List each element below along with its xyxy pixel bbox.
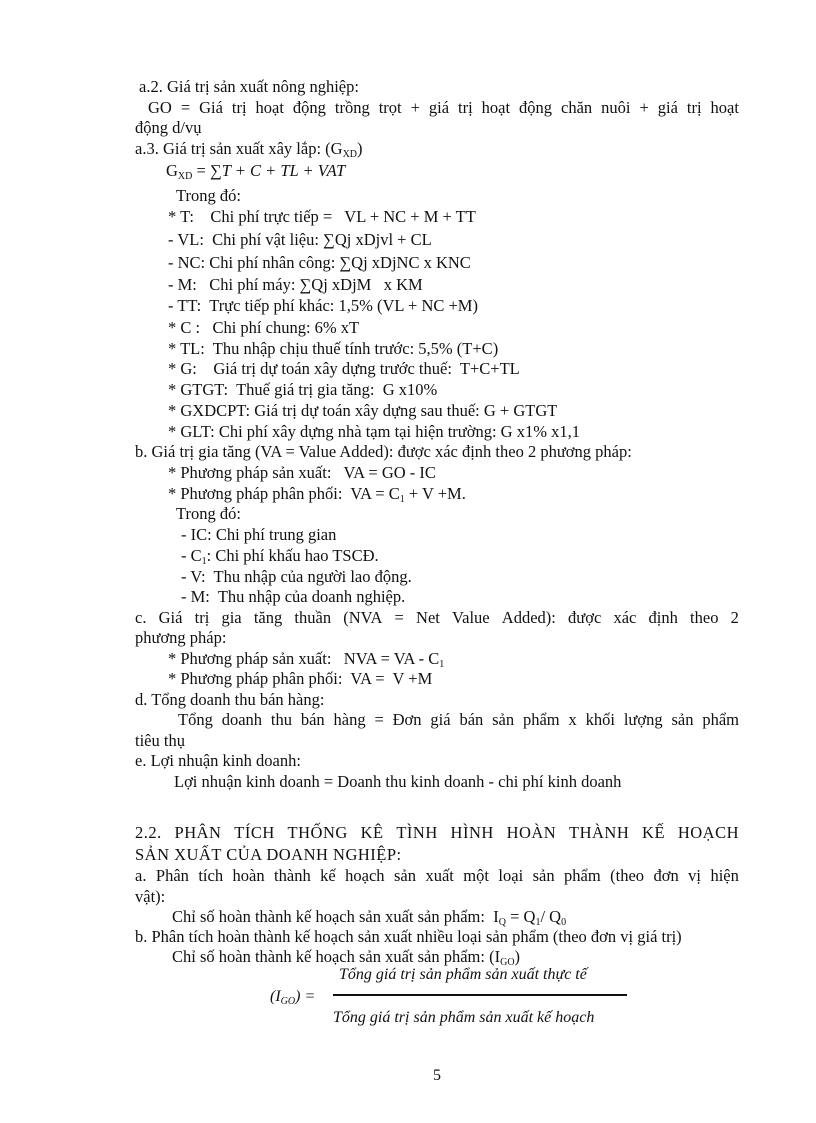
word: 2.2. xyxy=(135,823,162,842)
word: hoạt xyxy=(255,98,284,117)
word: kế xyxy=(320,866,336,885)
page-number: 5 xyxy=(433,1067,441,1084)
section-e-formula: Lợi nhuận kinh doanh = Doanh thu kinh doanh - chi phí kinh doanh xyxy=(174,772,622,791)
section-a3-where-label: Trong đó: xyxy=(176,186,241,205)
section-22-title-line1 xyxy=(135,823,739,843)
a3-item-gtgt: * GTGT: Thuế giá trị gia tăng: G x10% xyxy=(168,380,438,399)
word: TÍCH xyxy=(234,823,275,842)
word: hoạt xyxy=(710,98,739,117)
word: x xyxy=(568,710,577,729)
section-22-a-line2: vật): xyxy=(135,887,166,906)
word: Đơn xyxy=(392,710,422,729)
a3-item-nc: - NC: Chi phí nhân công: ∑Qj xDjNC x KNC xyxy=(168,253,471,272)
word: động xyxy=(519,98,553,117)
word: THỐNG xyxy=(287,823,348,842)
section-a2-formula-line1 xyxy=(148,98,739,118)
word: tăng xyxy=(253,608,283,627)
word: xác xyxy=(613,608,637,627)
word: (theo xyxy=(610,866,645,885)
word: Giá xyxy=(199,98,223,117)
word: thành xyxy=(274,866,311,885)
a3-item-m: - M: Chi phí máy: ∑Qj xDjM x KM xyxy=(168,275,423,294)
word: THÀNH xyxy=(569,823,630,842)
word: HOẠCH xyxy=(677,823,739,842)
section-b-def-c1: - $C_1$: Chi phí khấu hao TSCĐ. xyxy=(181,546,379,567)
word: KẾ xyxy=(642,823,666,842)
section-b-method2: * Phương pháp phân phối: VA = $C_1 + V +M$. xyxy=(168,484,466,505)
word: + xyxy=(410,98,420,117)
word: Phân xyxy=(155,866,189,885)
word: KÊ xyxy=(360,823,384,842)
word: hoạch xyxy=(345,866,385,885)
section-b-def-ic: - IC: Chi phí trung gian xyxy=(181,525,337,544)
section-c-heading-line2: phương pháp: xyxy=(135,628,227,647)
word: (NVA xyxy=(343,608,383,627)
word: trị xyxy=(194,608,210,627)
word: bán xyxy=(300,710,325,729)
word: lượng xyxy=(623,710,663,729)
word: = xyxy=(374,710,384,729)
word: gia xyxy=(221,608,242,627)
word: hoạt xyxy=(481,98,511,117)
word: = xyxy=(180,98,191,117)
word: giá xyxy=(428,98,450,117)
word: định xyxy=(648,608,678,627)
word: một xyxy=(463,866,489,885)
word: vị xyxy=(688,866,701,885)
section-d-heading: d. Tổng doanh thu bán hàng: xyxy=(135,690,325,709)
word: sản xyxy=(492,710,515,729)
word: Value xyxy=(452,608,490,627)
section-22-a-line1 xyxy=(135,866,739,886)
word: bán xyxy=(459,710,484,729)
word: doanh xyxy=(221,710,263,729)
section-a2-heading: a.2. Giá trị sản xuất nông nghiệp: xyxy=(139,77,359,96)
word: trị xyxy=(231,98,247,117)
word: sản xyxy=(671,710,694,729)
word: giá xyxy=(657,98,678,117)
word: hiện xyxy=(710,866,739,885)
section-d-formula-line1 xyxy=(178,710,739,730)
fraction-denominator: Tổng giá trị sản phẩm sản xuất kế hoạch xyxy=(333,1009,595,1026)
word: trồng xyxy=(334,98,370,117)
word: = xyxy=(394,608,404,627)
fraction-bar xyxy=(333,994,627,996)
word: Giá xyxy=(158,608,183,627)
section-a3-formula: $G_{XD} = \sum T + C$ + TL + VAT xyxy=(166,161,346,182)
word: phẩm xyxy=(702,710,739,729)
section-b-where-label: Trong đó: xyxy=(176,504,241,523)
word: xuất xyxy=(425,866,454,885)
section-e-heading: e. Lợi nhuận kinh doanh: xyxy=(135,751,301,770)
fraction-label: $(I_{GO})$ = xyxy=(270,988,316,1007)
section-b-heading: b. Giá trị gia tăng (VA = Value Added): được xác định theo 2 phương pháp: xyxy=(135,442,632,461)
section-b-def-m: - M: Thu nhập của doanh nghiệp. xyxy=(181,587,406,606)
section-b-method1: * Phương pháp sản xuất: VA = GO - IC xyxy=(168,463,436,482)
word: HOÀN xyxy=(506,823,557,842)
word: phẩm xyxy=(564,866,601,885)
word: hoàn xyxy=(232,866,265,885)
section-22-b-index: Chỉ số hoàn thành kế hoạch sản xuất sản phẩm: $(I_{GO})$ xyxy=(172,947,521,968)
word: 2 xyxy=(730,608,739,627)
a3-item-glt: * GLT: Chi phí xây dựng nhà tạm tại hiện trường: G x1% x1,1 xyxy=(168,422,580,441)
a3-item-t: * T: Chi phí trực tiếp = VL + NC + M + TT xyxy=(168,207,476,226)
section-d-formula-line2: tiêu thụ xyxy=(135,731,185,750)
word: giá xyxy=(430,710,451,729)
word: trọt xyxy=(378,98,402,117)
section-22-b-heading: b. Phân tích hoàn thành kế hoạch sản xuất nhiều loại sản phẩm (theo đơn vị giá trị) xyxy=(135,927,682,946)
word: Tổng xyxy=(178,710,213,729)
section-22-title-line2: SẢN XUẤT CỦA DOANH NGHIỆP: xyxy=(135,845,402,864)
word: nuôi xyxy=(601,98,631,117)
word: GO xyxy=(148,98,172,117)
a3-item-c: * C : Chi phí chung: 6% xT xyxy=(168,318,360,337)
word: PHÂN xyxy=(174,823,222,842)
section-c-method2: * Phương pháp phân phối: VA = V +M xyxy=(168,669,433,688)
word: + xyxy=(639,98,649,117)
word: sản xyxy=(532,866,555,885)
word: TÌNH xyxy=(396,823,438,842)
a3-item-vl: - VL: Chi phí vật liệu: ∑Qj xDjvl + CL xyxy=(168,230,432,249)
word: a. xyxy=(135,866,147,885)
word: c. xyxy=(135,608,147,627)
word: Net xyxy=(416,608,440,627)
section-b-def-v: - V: Thu nhập của người lao động. xyxy=(181,567,412,586)
word: khối xyxy=(585,710,615,729)
a3-item-tl: * TL: Thu nhập chịu thuế tính trước: 5,5% (T+C) xyxy=(168,339,499,358)
word: hàng xyxy=(333,710,366,729)
word: tích xyxy=(198,866,224,885)
word: Added): xyxy=(501,608,556,627)
word: sản xyxy=(394,866,416,885)
word: thu xyxy=(270,710,292,729)
section-a2-formula-line2: động d/vụ xyxy=(135,118,202,137)
section-c-heading-line1 xyxy=(135,608,739,628)
word: trị xyxy=(686,98,702,117)
section-a3-heading: a.3. Giá trị sản xuất xây lắp: $(G_{XD})$ xyxy=(135,139,363,160)
a3-item-gxdcpt: * GXDCPT: Giá trị dự toán xây dựng sau thuế: G + GTGT xyxy=(168,401,558,420)
section-22-a-index: Chỉ số hoàn thành kế hoạch sản xuất sản phẩm: $I_Q = Q_1/$ $Q_0$ xyxy=(172,907,567,928)
word: thuần xyxy=(294,608,332,627)
fraction-numerator: Tổng giá trị sản phẩm sản xuất thực tế xyxy=(339,966,587,983)
a3-item-tt: - TT: Trực tiếp phí khác: 1,5% (VL + NC +M) xyxy=(168,296,478,315)
a3-item-g: * G: Giá trị dự toán xây dựng trước thuế: T+C+TL xyxy=(168,359,520,378)
word: động xyxy=(292,98,326,117)
word: loại xyxy=(498,866,524,885)
word: trị xyxy=(458,98,473,117)
word: phẩm xyxy=(522,710,560,729)
section-c-method1: * Phương pháp sản xuất: NVA = VA - $C_1$ xyxy=(168,649,445,670)
word: chăn xyxy=(561,98,593,117)
word: theo xyxy=(690,608,719,627)
word: đơn xyxy=(653,866,679,885)
word: HÌNH xyxy=(450,823,494,842)
word: được xyxy=(568,608,602,627)
